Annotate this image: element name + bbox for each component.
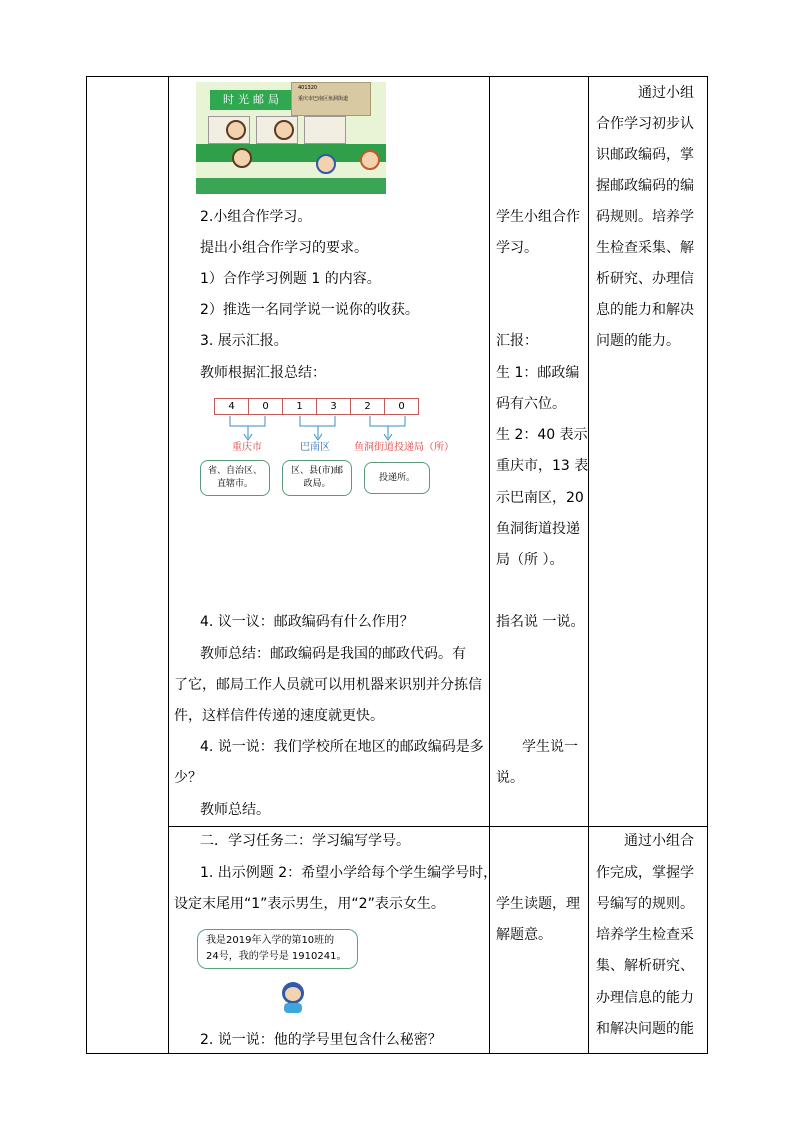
student-figure-body [284, 1003, 302, 1013]
student-figure-face [285, 987, 301, 1001]
code-digit: 0 [248, 398, 283, 415]
student-activity: 学习。 [496, 240, 538, 256]
bubble-delivery [364, 462, 430, 494]
clerk-figure [226, 120, 246, 140]
table-left-border [86, 76, 87, 1054]
text-line: 4. 说一说：我们学校所在地区的邮政编码是多 [200, 739, 484, 755]
bubble-district [282, 460, 352, 496]
text-line: 3. 展示汇报。 [200, 333, 288, 349]
table-col-divider-1 [168, 76, 169, 1054]
customer-figure [232, 148, 252, 168]
customer-figure [316, 154, 336, 174]
text-line: 教师总结：邮政编码是我国的邮政代码。有 [200, 646, 466, 662]
address-card [291, 82, 371, 116]
design-intent: 握邮政编码的编 [596, 178, 694, 194]
student-activity: 重庆市，13 表 [496, 458, 589, 474]
text-line: 教师根据汇报总结： [200, 365, 326, 381]
customer-figure [360, 150, 380, 170]
student-activity: 生 1：邮政编 [496, 365, 580, 381]
student-activity: 学生读题，理 [496, 896, 580, 912]
text-line: 设定末尾用“1”表示男生，用“2”表示女生。 [174, 896, 445, 912]
bubble-district-text: 区、县(市)邮 [290, 466, 344, 476]
table-row-divider [168, 826, 708, 827]
student-activity: 学生小组合作 [496, 209, 580, 225]
text-line: 2）推选一名同学说一说你的收获。 [200, 302, 419, 318]
label-chongqing: 重庆市 [232, 442, 262, 453]
code-digit: 4 [214, 398, 249, 415]
post-office-sign: 时光邮局 [210, 90, 296, 110]
code-digit: 2 [350, 398, 385, 415]
text-line: 1. 出示例题 2：希望小学给每个学生编学号时， [200, 865, 498, 881]
student-activity: 学生说一 [522, 739, 578, 755]
student-activity: 生 2：40 表示 [496, 427, 588, 443]
design-intent: 培养学生检查采 [596, 927, 694, 943]
text-line: 件，这样信件传递的速度就更快。 [174, 708, 384, 724]
counter-window [304, 116, 346, 144]
text-line: 提出小组合作学习的要求。 [200, 240, 368, 256]
student-activity: 鱼洞街道投递 [496, 521, 580, 537]
code-digit: 3 [316, 398, 351, 415]
label-yudong: 鱼洞街道投递局（所） [354, 442, 454, 453]
post-counter [196, 144, 386, 162]
design-intent: 作完成，掌握学 [596, 865, 694, 881]
design-intent: 识邮政编码，掌 [596, 147, 694, 163]
student-number-bubble [197, 929, 358, 969]
design-intent: 通过小组合 [624, 833, 694, 849]
design-intent: 问题的能力。 [596, 333, 680, 349]
text-line: 2.小组合作学习。 [200, 209, 312, 225]
bubble-province-text: 省、自治区、 [207, 466, 262, 476]
floor [196, 178, 386, 194]
bubble-district-text: 政局。 [303, 479, 331, 489]
clerk-figure [274, 120, 294, 140]
table-right-border [707, 76, 708, 1054]
design-intent: 合作学习初步认 [596, 116, 694, 132]
table-bottom-border [86, 1053, 708, 1054]
student-activity: 汇报： [496, 333, 538, 349]
bubble-delivery-text: 投递所。 [378, 473, 415, 483]
bubble-province [200, 460, 270, 496]
design-intent: 号编写的规则。 [596, 896, 694, 912]
design-intent: 通过小组 [638, 85, 694, 101]
student-number-text: 24号，我的学号是 1910241。 [206, 951, 347, 962]
student-activity: 码有六位。 [496, 396, 566, 412]
text-line: 1）合作学习例题 1 的内容。 [200, 271, 381, 287]
post-office-illustration [196, 82, 386, 194]
text-line: 二．学习任务二：学习编写学号。 [200, 833, 410, 849]
address-card-address: 重庆市巴南区鱼洞街道 [298, 96, 349, 102]
table-col-divider-2 [489, 76, 490, 1054]
design-intent: 析研究、办理信 [596, 271, 694, 287]
design-intent: 息的能力和解决 [596, 302, 694, 318]
code-digit: 1 [282, 398, 317, 415]
text-line: 了它，邮局工作人员就可以用机器来识别并分拣信 [174, 677, 482, 693]
student-activity: 说。 [496, 770, 524, 786]
design-intent: 办理信息的能力 [596, 990, 694, 1006]
label-banan: 巴南区 [300, 442, 330, 453]
design-intent: 生检查采集、解 [596, 240, 694, 256]
design-intent: 集、解析研究、 [596, 958, 694, 974]
code-digit: 0 [384, 398, 419, 415]
student-activity: 指名说 一说。 [496, 614, 585, 630]
table-col-divider-3 [588, 76, 589, 1054]
text-line: 少？ [174, 770, 202, 786]
bubble-province-text: 直辖市。 [216, 479, 253, 489]
design-intent: 码规则。培养学 [596, 209, 694, 225]
bracket-arrows [210, 412, 440, 442]
student-activity: 局（所 ）。 [496, 552, 564, 568]
text-line: 4. 议一议：邮政编码有什么作用？ [200, 614, 414, 630]
table-top-border [86, 76, 708, 77]
address-card-code: 401320 [298, 85, 318, 91]
student-activity: 示巴南区，20 [496, 490, 584, 506]
text-line: 2. 说一说：他的学号里包含什么秘密？ [200, 1032, 442, 1048]
text-line: 教师总结。 [200, 802, 270, 818]
design-intent: 和解决问题的能 [596, 1021, 694, 1037]
student-activity: 解题意。 [496, 927, 552, 943]
student-number-text: 我是2019年入学的第10班的 [206, 935, 335, 946]
